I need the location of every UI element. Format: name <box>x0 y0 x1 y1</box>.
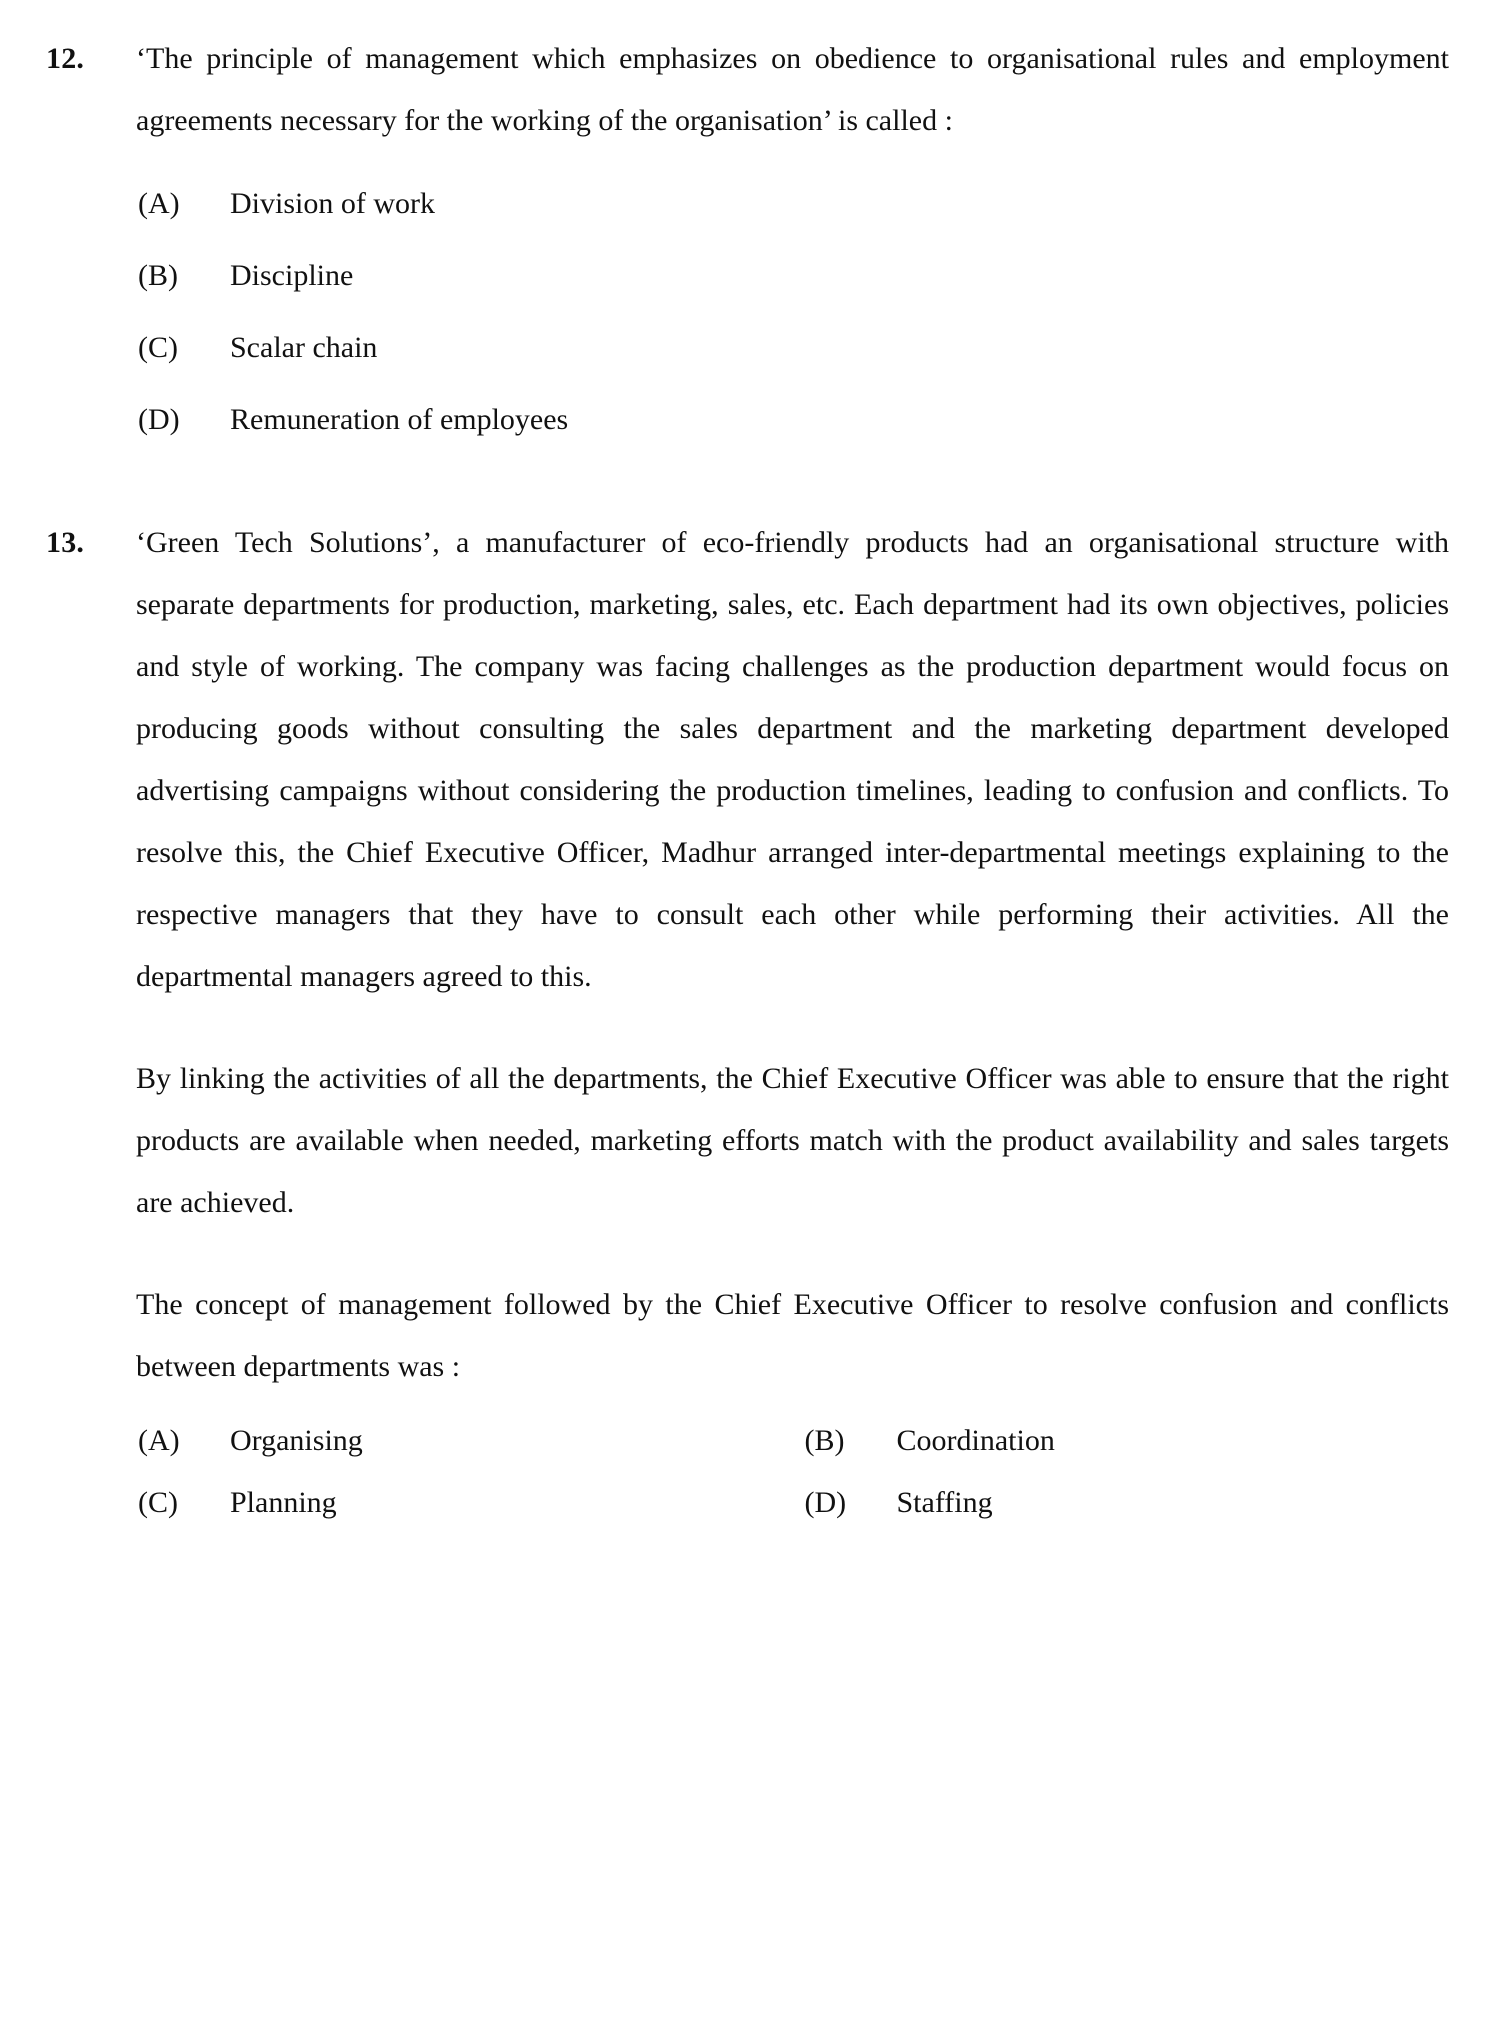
option-12-c[interactable] <box>136 312 1449 384</box>
option-13-c-label: Planning <box>230 1486 337 1519</box>
question-13-paragraph-2: By linking the activities of all the departments, the Chief Executive Officer was able to ensure that the right products are available when needed, marketing efforts match with the product availability and sales targets are achieved. <box>136 1062 1449 1219</box>
question-13-number: 13. <box>46 526 85 559</box>
question-12-number: 12. <box>46 42 85 75</box>
option-12-b[interactable] <box>136 240 1449 312</box>
option-12-b-label: Discipline <box>230 259 354 292</box>
question-13 <box>44 512 1449 1534</box>
option-13-d-label: Staffing <box>896 1486 993 1519</box>
question-13-body <box>136 512 1449 1534</box>
option-12-b-key: (B) <box>138 259 178 292</box>
question-12-stem: ‘The principle of management which emphasizes on obedience to organisational rules and employment agreements necessary for the working of the organisation’ is called : <box>136 42 1449 137</box>
option-12-c-label: Scalar chain <box>230 331 378 364</box>
question-13-paragraph-3: The concept of management followed by the Chief Executive Officer to resolve confusion and conflicts between departments was : <box>136 1288 1449 1383</box>
option-13-d-key: (D) <box>804 1486 847 1519</box>
option-12-a-label: Division of work <box>230 187 435 220</box>
option-13-b-key: (B) <box>804 1424 845 1457</box>
question-12-options <box>136 168 1449 456</box>
option-13-a-label: Organising <box>230 1424 363 1457</box>
question-12 <box>44 28 1449 456</box>
option-12-a[interactable] <box>136 168 1449 240</box>
option-12-d-key: (D) <box>138 403 180 436</box>
option-13-b[interactable] <box>803 1410 1450 1472</box>
option-13-a[interactable] <box>136 1410 783 1472</box>
option-13-c-key: (C) <box>138 1486 178 1519</box>
question-13-stem: ‘Green Tech Solutions’, a manufacturer of eco-friendly products had an organisational structure with separate departments for production, marketing, sales, etc. Each department had its own objectives, policies and style of working. The company was facing challenges as the production department would focus on producing goods without consulting the sales department and the marketing department developed advertising campaigns without considering the production timelines, leading to confusion and conflicts. To resolve this, the Chief Executive Officer, Madhur arranged inter-departmental meetings explaining to the respective managers that they have to consult each other while performing their activities. All the departmental managers agreed to this. <box>136 526 1449 993</box>
option-12-a-key: (A) <box>138 187 180 220</box>
question-12-body <box>136 28 1449 456</box>
option-12-c-key: (C) <box>138 331 178 364</box>
option-13-c[interactable] <box>136 1472 783 1534</box>
question-13-options <box>136 1410 1449 1534</box>
option-12-d-label: Remuneration of employees <box>230 403 569 436</box>
option-12-d[interactable] <box>136 384 1449 456</box>
question-spacer <box>44 456 1449 512</box>
option-13-d[interactable] <box>803 1472 1450 1534</box>
option-13-b-label: Coordination <box>896 1424 1055 1457</box>
option-13-a-key: (A) <box>138 1424 180 1457</box>
